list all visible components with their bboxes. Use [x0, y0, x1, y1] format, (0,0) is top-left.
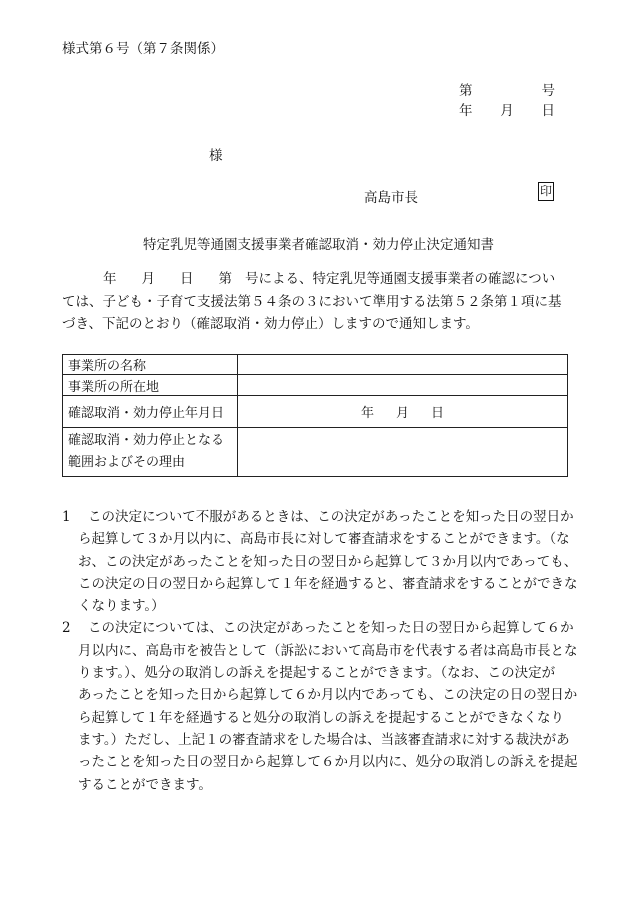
note-2-line: することができます。 [78, 776, 212, 793]
note-1-number: 1 [62, 509, 71, 525]
body-line-1 [62, 268, 572, 291]
business-name-label: 事業所の名称 [63, 355, 238, 375]
body-month: 月 [141, 271, 155, 287]
business-address-value [238, 375, 568, 396]
revocation-month: 月 [395, 406, 409, 421]
revocation-year: 年 [360, 406, 374, 421]
document-title: 特定乳児等通園支援事業者確認取消・効力停止決定通知書 [143, 237, 494, 253]
business-address-label: 事業所の所在地 [63, 375, 238, 396]
date-day: 日 [541, 103, 555, 119]
business-name-value [238, 355, 568, 375]
table-row [63, 355, 568, 375]
document-number [459, 79, 555, 99]
note-2-line: あったことを知った日から起算して６か月以内であっても、この決定の日の翌日か [78, 687, 578, 704]
note-1 [62, 506, 577, 617]
note-1-line: くなります。） [78, 598, 165, 615]
note-1-text [78, 506, 578, 617]
scope-reason-label-line-2: 範囲およびその理由 [68, 455, 186, 470]
note-1-line: ら起算して３か月以内に、高島市長に対して審査請求をすることができます。（な [78, 531, 570, 548]
body-number-prefix: 第 [218, 271, 232, 287]
revocation-date-label: 確認取消・効力停止年月日 [63, 396, 238, 428]
scope-reason-value [238, 428, 568, 477]
scope-reason-label-line-1: 確認取消・効力停止となる [68, 433, 225, 448]
note-2 [62, 617, 577, 795]
note-2-line: ら起算して１年を経過すると処分の取消しの訴えを提起することができなくなり [78, 709, 564, 726]
revocation-day: 日 [431, 406, 445, 421]
note-2-text [78, 617, 578, 795]
document-date [459, 99, 555, 119]
body-line-1-text: 号による、特定乳児等通園支援事業者の確認につい [245, 271, 556, 287]
scope-reason-label [63, 428, 238, 477]
revocation-date-value [238, 396, 568, 428]
date-year: 年 [459, 103, 473, 119]
number-prefix: 第 [459, 83, 473, 99]
note-2-line: 月以内に、高島市を被告として（訴訟において高島市を代表する者は高島市長とな [78, 642, 578, 659]
issuer-name: 高島市長 [364, 190, 418, 206]
note-2-line: ります。）、処分の取消しの訴えを提起することができます。（なお、この決定が [78, 665, 556, 682]
form-number: 様式第６号（第７条関係） [62, 41, 224, 57]
note-2-number: 2 [62, 620, 71, 637]
body-line-2: ては、子ども・子育て支援法第５４条の３において準用する法第５２条第１項に基 [62, 293, 562, 310]
body-day: 日 [180, 271, 194, 287]
note-1-line: お、この決定があったことを知った日の翌日から起算して３か月以内であっても、 [78, 553, 578, 570]
body-line-3: づき、下記のとおり（確認取消・効力停止）しますので通知します。 [62, 316, 479, 332]
notice-body [62, 268, 572, 336]
table-row [63, 375, 568, 396]
date-month: 月 [500, 103, 514, 119]
note-1-line: この決定について不服があるときは、この決定があったことを知った日の翌日か [88, 509, 574, 525]
body-year: 年 [103, 271, 117, 287]
note-2-line: ったことを知った日の翌日から起算して６か月以内に、処分の取消しの訴えを提起 [78, 754, 578, 771]
table-row [63, 396, 568, 428]
note-2-line: この決定については、この決定があったことを知った日の翌日から起算して６か [88, 620, 574, 637]
number-suffix: 号 [541, 83, 555, 99]
note-1-line: この決定の日の翌日から起算して１年を経過すると、審査請求をすることができな [78, 575, 578, 592]
addressee-honorific: 様 [209, 148, 223, 164]
seal-mark: 印 [538, 182, 554, 201]
note-2-line: ます。）ただし、上記１の審査請求をした場合は、当該審査請求に対する裁決があ [78, 731, 570, 748]
business-info-table [62, 354, 568, 477]
appeal-notes [62, 506, 577, 796]
table-row [63, 428, 568, 477]
